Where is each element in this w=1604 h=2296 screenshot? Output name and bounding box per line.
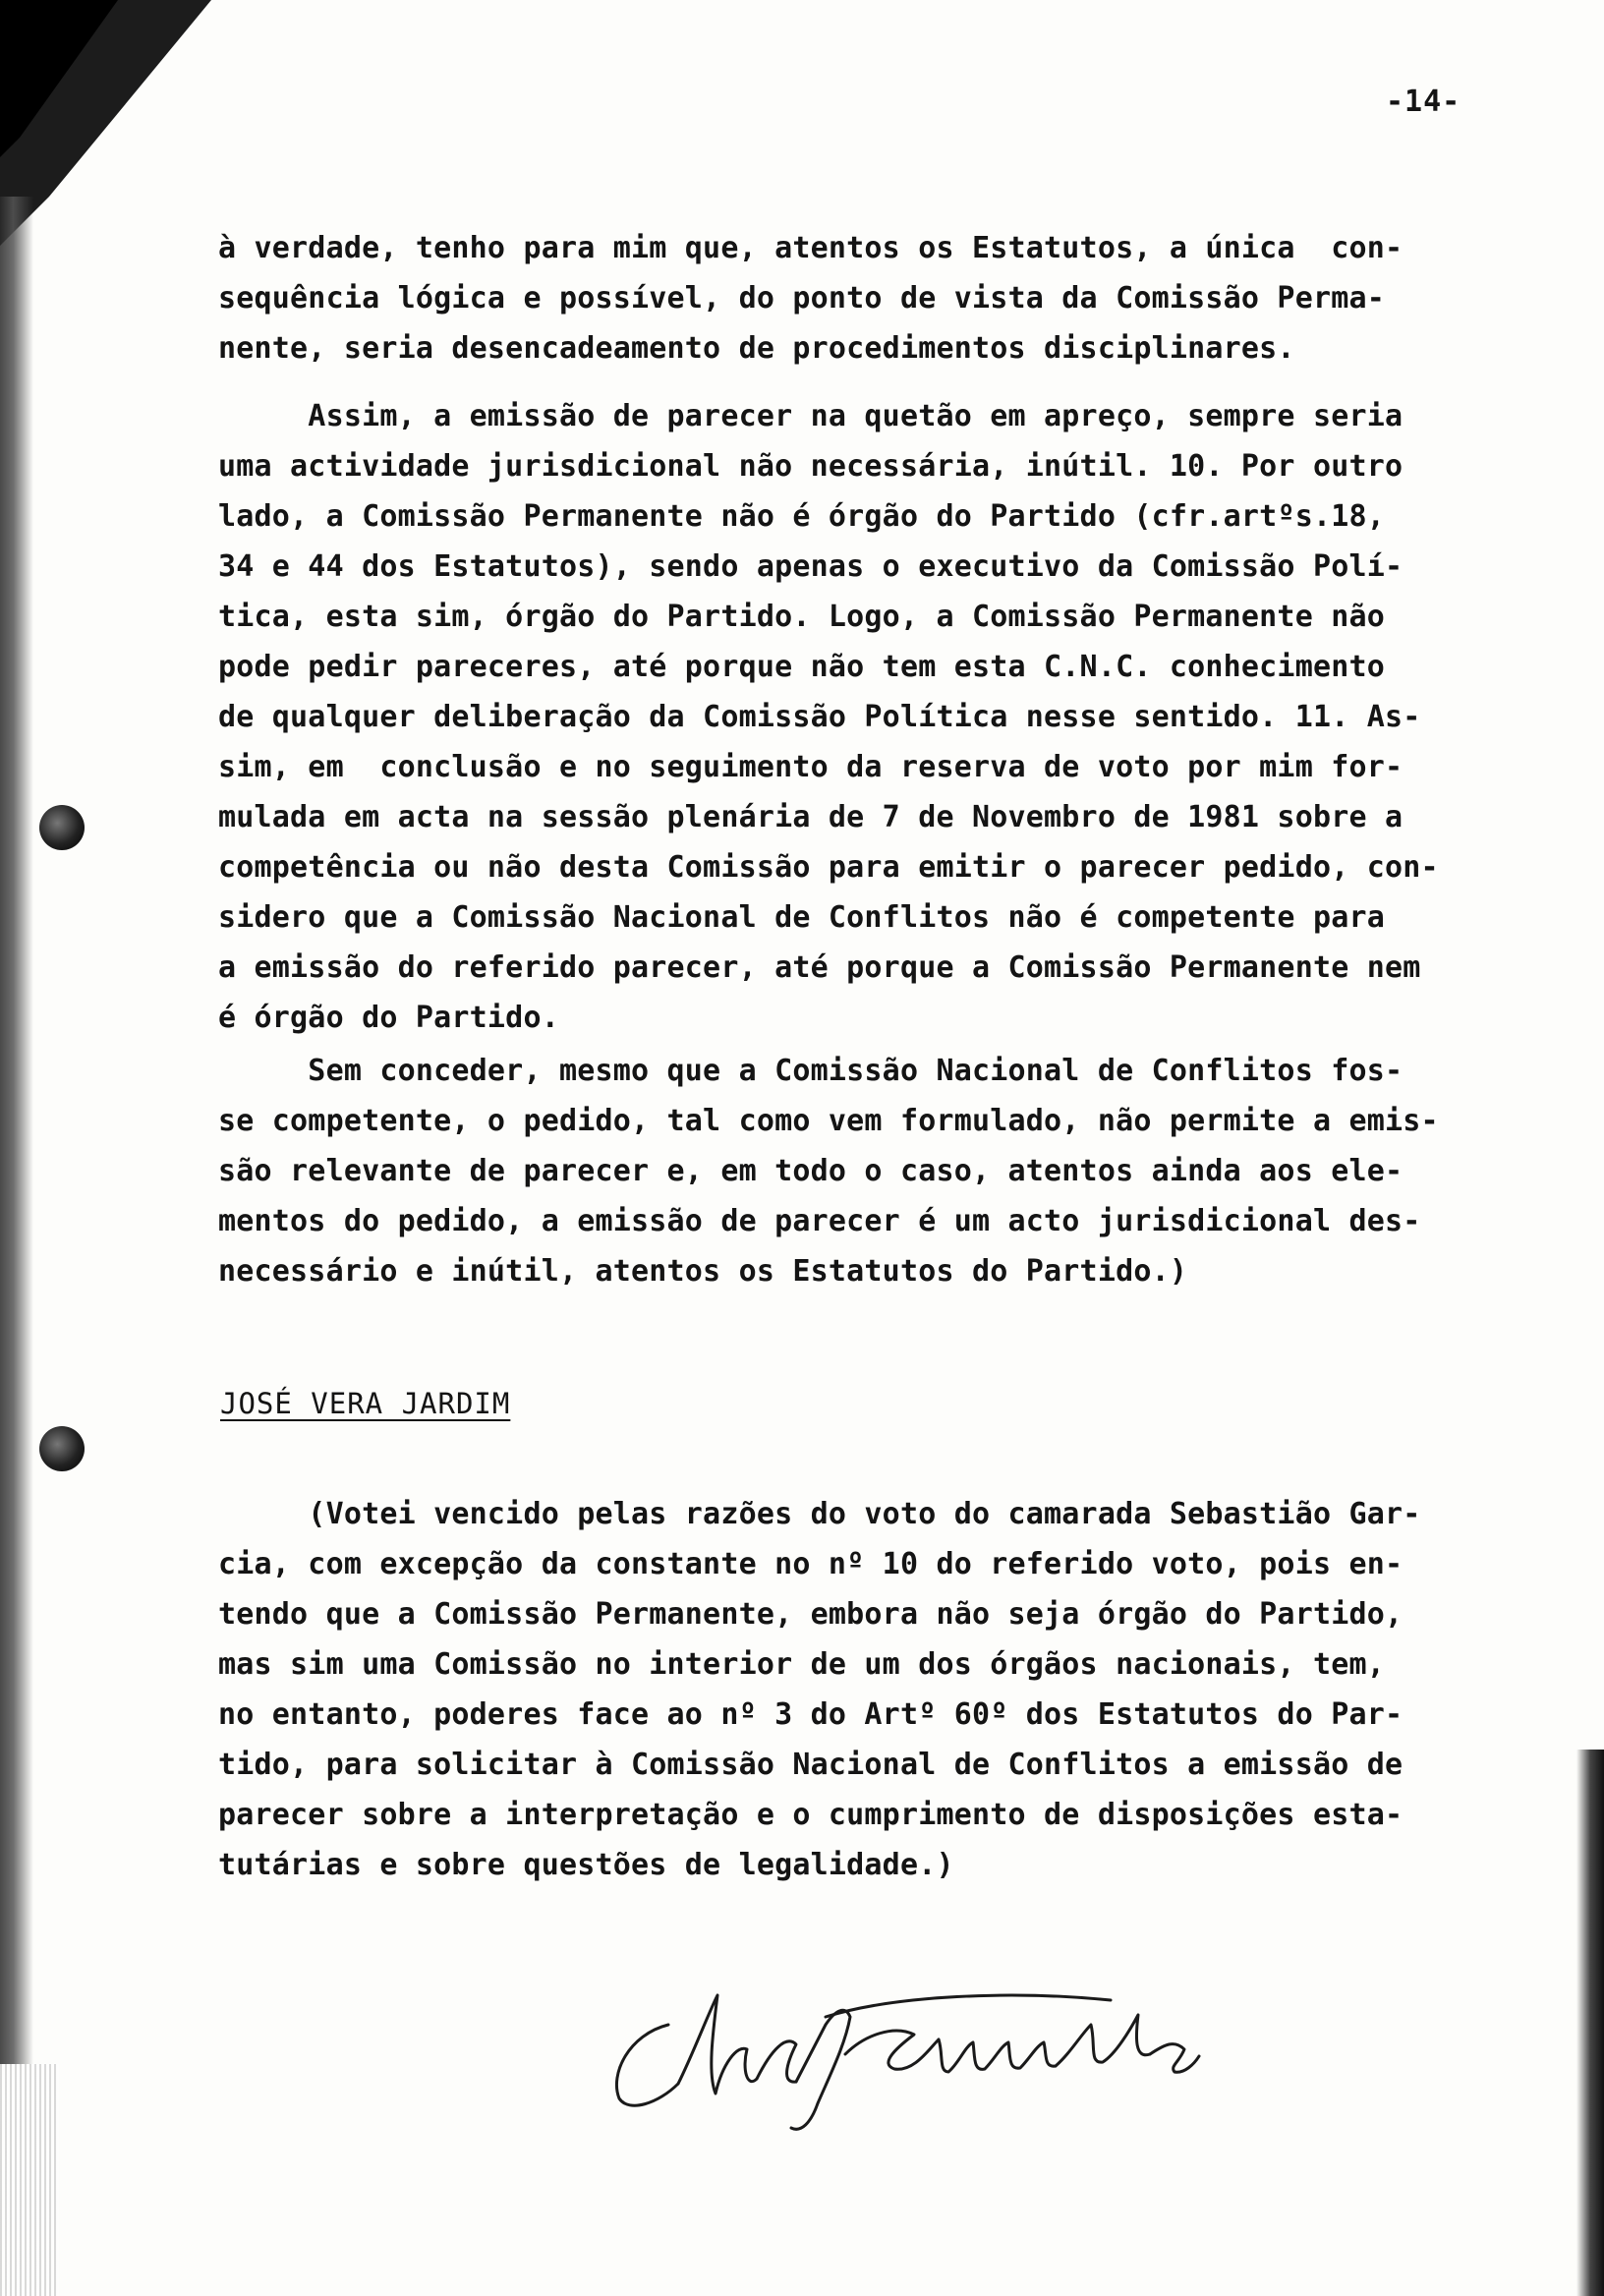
- signatory-name: JOSÉ VERA JARDIM: [220, 1387, 511, 1420]
- text-line: é órgão do Partido.: [218, 1001, 559, 1035]
- text-line: mentos do pedido, a emissão de parecer é um acto jurisdicional des-: [218, 1204, 1421, 1238]
- text-line: pode pedir pareceres, até porque não tem esta C.N.C. conhecimento: [218, 650, 1385, 684]
- text-line: nente, seria desencadeamento de procedimentos disciplinares.: [218, 331, 1295, 366]
- page-number: -14-: [1386, 85, 1461, 119]
- text-line: Assim, a emissão de parecer na quetão em apreço, sempre seria: [218, 399, 1404, 433]
- text-line: tido, para solicitar à Comissão Nacional de Conflitos a emissão de: [218, 1748, 1404, 1782]
- text-line: (Votei vencido pelas razões do voto do camarada Sebastião Gar-: [218, 1497, 1421, 1531]
- scan-left-edge: [0, 197, 33, 2064]
- text-line: se competente, o pedido, tal como vem formulado, não permite a emis-: [218, 1104, 1439, 1138]
- text-line: sequência lógica e possível, do ponto de vista da Comissão Perma-: [218, 281, 1385, 316]
- paragraph: [218, 223, 1555, 373]
- text-line: cia, com excepção da constante no nº 10 do referido voto, pois en-: [218, 1547, 1404, 1581]
- text-line: à verdade, tenho para mim que, atentos os Estatutos, a única con-: [218, 231, 1404, 265]
- scan-right-edge: [1576, 1750, 1604, 2296]
- text-line: sim, em conclusão e no seguimento da reserva de voto por mim for-: [218, 750, 1404, 784]
- text-line: a emissão do referido parecer, até porque a Comissão Permanente nem: [218, 950, 1421, 985]
- text-line: tica, esta sim, órgão do Partido. Logo, a Comissão Permanente não: [218, 600, 1385, 634]
- scan-bottom-left-noise: [0, 2064, 59, 2296]
- text-line: sidero que a Comissão Nacional de Conflitos não é competente para: [218, 900, 1385, 935]
- text-line: são relevante de parecer e, em todo o caso, atentos ainda aos ele-: [218, 1154, 1404, 1188]
- text-line: lado, a Comissão Permanente não é órgão do Partido (cfr.artºs.18,: [218, 499, 1385, 534]
- text-line: tendo que a Comissão Permanente, embora não seja órgão do Partido,: [218, 1597, 1404, 1632]
- text-line: competência ou não desta Comissão para emitir o parecer pedido, con-: [218, 850, 1439, 885]
- paragraph: [218, 391, 1555, 1043]
- punch-hole-lower: [39, 1426, 85, 1471]
- handwritten-signature: [600, 1956, 1288, 2133]
- text-line: Sem conceder, mesmo que a Comissão Nacional de Conflitos fos-: [218, 1054, 1404, 1088]
- punch-hole-upper: [39, 805, 85, 850]
- text-line: mulada em acta na sessão plenária de 7 de Novembro de 1981 sobre a: [218, 800, 1404, 834]
- text-line: 34 e 44 dos Estatutos), sendo apenas o executivo da Comissão Polí-: [218, 549, 1404, 584]
- text-line: uma actividade jurisdicional não necessária, inútil. 10. Por outro: [218, 449, 1404, 484]
- text-line: necessário e inútil, atentos os Estatutos do Partido.): [218, 1254, 1188, 1289]
- text-line: de qualquer deliberação da Comissão Política nesse sentido. 11. As-: [218, 700, 1421, 734]
- text-line: tutárias e sobre questões de legalidade.): [218, 1848, 954, 1882]
- text-line: parecer sobre a interpretação e o cumprimento de disposições esta-: [218, 1798, 1404, 1832]
- text-line: mas sim uma Comissão no interior de um dos órgãos nacionais, tem,: [218, 1647, 1385, 1682]
- text-line: no entanto, poderes face ao nº 3 do Artº 60º dos Estatutos do Par-: [218, 1697, 1404, 1732]
- paragraph: [218, 1489, 1555, 1890]
- paragraph: [218, 1046, 1555, 1296]
